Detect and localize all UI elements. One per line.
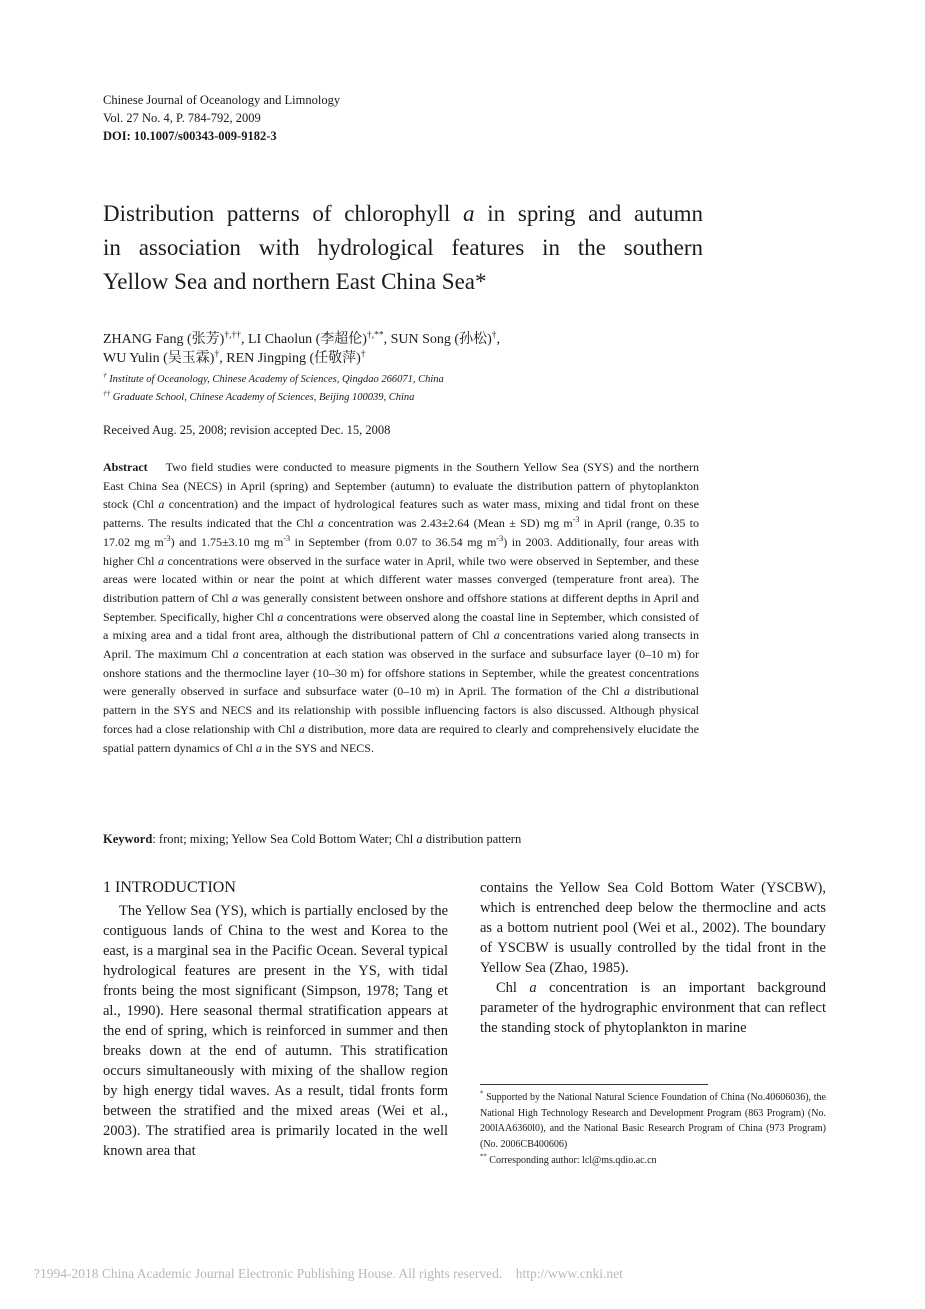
abstract-label: Abstract: [103, 460, 148, 474]
intro-left-column: [103, 878, 448, 1161]
funding-footnote: * Supported by the National Natural Science Foundation of China (No.40606036), the National High Technology Research and Development Program (863 Program) (No. 200lAA6360l0), and the National Basic Research Program of China (973 Program) (No. 2006CB400606): [480, 1090, 826, 1151]
title-line-3: Yellow Sea and northern East China Sea*: [103, 269, 487, 294]
affiliation-1: † Institute of Oceanology, Chinese Academy of Sciences, Qingdao 266071, China: [103, 371, 444, 385]
affiliation-2: †† Graduate School, Chinese Academy of Sciences, Beijing 100039, China: [103, 389, 415, 403]
keywords: Keyword: front; mixing; Yellow Sea Cold Bottom Water; Chl a distribution pattern: [103, 832, 522, 846]
received-dates: Received Aug. 25, 2008; revision accepted Dec. 15, 2008: [103, 423, 391, 437]
abstract: Abstract Two field studies were conducted to measure pigments in the Southern Yellow Sea (SYS) and the northern East China Sea (NECS) in April (spring) and September (autumn) to evaluate the distribution pattern of phytoplankton stock (Chl a concentration) and the impact of hydrological features such as water mass, mixing and tidal front on these patterns. The results indicated that the Chl a concentration was 2.43±2.64 (Mean ± SD) mg $m^{-3}$ in April (range, 0.35 to 17.02 mg $m^{-3}$) and 1.75±3.10 mg $m^{-3}$ in September (from 0.07 to 36.54 mg $m^{-3}$) in 2003. Additionally, four areas with higher Chl a concentrations were observed in the surface water in April, while two were observed in September, and these areas were located within or near the point at which different water masses converged (temperature front area). The distribution pattern of Chl a was generally consistent between onshore and offshore stations at different depths in April and September. Specifically, higher Chl a concentrations were observed along the coastal line in September, which consisted of a mixing area and a tidal front area, although the distributional pattern of Chl a concentrations varied along transects in April. The maximum Chl a concentration at each station was observed in the surface and subsurface layer (0–10 m) for onshore stations and the thermocline layer (10–30 m) for offshore stations in September, while the greatest concentrations were generally observed in surface and subsurface water (0–10 m) in April. The formation of the Chl a distributional pattern in the SYS and NECS and its relationship with possible influencing factors is also discussed. Although physical forces had a close relationship with Chl a distribution, more data are required to clearly and comprehensively elucidate the spatial pattern dynamics of Chl a in the SYS and NECS.: [103, 460, 700, 755]
footnote-rule: [480, 1084, 708, 1085]
copyright-footer: ?1994-2018 China Academic Journal Electronic Publishing House. All rights reserved. http://www.cnki.net: [34, 1266, 623, 1281]
volume-info: Vol. 27 No. 4, P. 784-792, 2009: [103, 111, 261, 125]
intro-paragraph-chl: Chl a concentration is an important background parameter of the hydrographic environment that can reflect the standing stock of phytoplankton in marine: [480, 980, 827, 1036]
intro-right-column: [480, 878, 826, 1038]
journal-name: Chinese Journal of Oceanology and Limnology: [103, 93, 341, 107]
footnotes: [480, 1090, 826, 1169]
title-line-2: in association with hydrological features in the southern: [103, 235, 703, 260]
section-heading: 1 INTRODUCTION: [103, 879, 236, 896]
intro-paragraph-continued: contains the Yellow Sea Cold Bottom Water (YSCBW), which is entrenched deep below the thermocline and acts as a bottom nutrient pool (Wei et al., 2002). The boundary of YSCBW is usually controlled by the tidal front in the Yellow Sea (Zhao, 1985).: [480, 880, 826, 976]
author-list: ZHANG Fang (张芳)†,††, LI Chaolun (李超伦)†,**, SUN Song (孙松)†, WU Yulin (吴玉霖)†, REN Jingping (任敬萍)†: [103, 330, 501, 366]
title-line-1: Distribution patterns of chlorophyll a in spring and autumn: [103, 201, 703, 226]
intro-paragraph: The Yellow Sea (YS), which is partially enclosed by the contiguous lands of China to the west and Korea to the east, is a marginal sea in the Pacific Ocean. Several typical hydrological features are present in the YS, with tidal fronts being the most significant (Simpson, 1978; Tang et al., 1990). Here seasonal thermal stratification appears at the end of spring, which is reinforced in summer and then breaks down at the end of autumn. This stratification occurs simultaneously with mixing of the shallow region by high energy tidal waves. As a result, tidal fronts form between the stratified and the mixed areas (Wei et al., 2003). The stratified area is primarily located in the well known area that: [103, 903, 448, 1159]
corresponding-author-footnote: ** Corresponding author: lcl@ms.qdio.ac.cn: [480, 1153, 657, 1166]
paper-title: [103, 197, 703, 299]
doi: DOI: 10.1007/s00343-009-9182-3: [103, 129, 277, 143]
